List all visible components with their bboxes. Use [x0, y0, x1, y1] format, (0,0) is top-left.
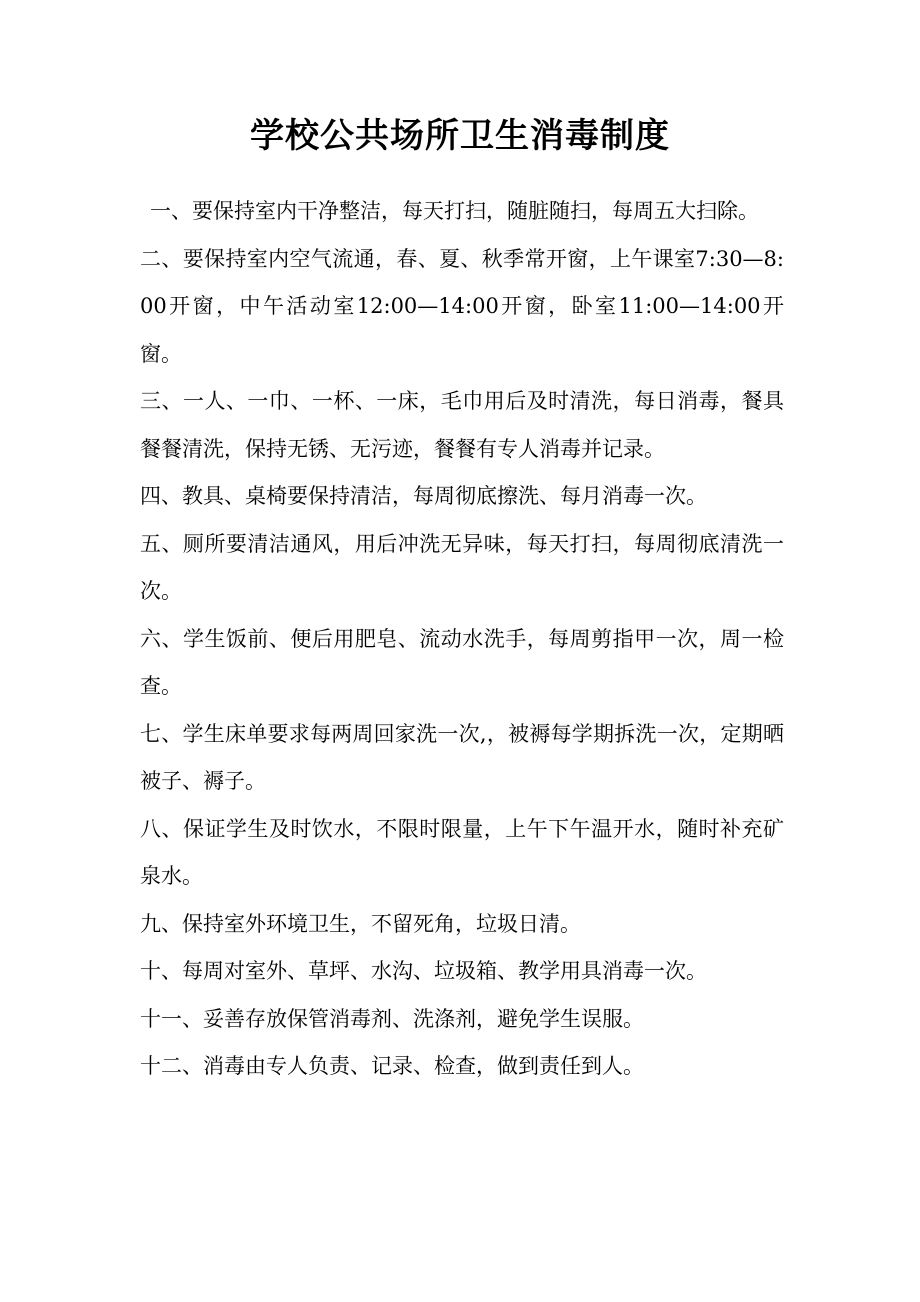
- rule-item-11: 十一、妥善存放保管消毒剂、洗涤剂，避免学生误服。: [140, 1006, 644, 1031]
- rule-item-10: 十、每周对室外、草坪、水沟、垃圾箱、教学用具消毒一次。: [140, 959, 707, 983]
- rule-item-1: 一、要保持室内干净整洁，每天打扫，随脏随扫，每周五大扫除。: [150, 199, 759, 223]
- rule-item-12: 十二、消毒由专人负责、记录、检查，做到责任到人。: [140, 1054, 644, 1078]
- rule-item-2: 二、要保持室内空气流通，春、夏、秋季常开窗，上午课室7:30—8:00开窗，中午活动室12:00—14:00开窗，卧室11:00—14:00开窗。: [140, 246, 784, 366]
- rule-item-7: 七、学生床单要求每两周回家洗一次,，被褥每学期拆洗一次，定期晒被子、褥子。: [140, 721, 784, 793]
- document-title: 学校公共场所卫生消毒制度: [250, 116, 670, 156]
- rule-item-3: 三、一人、一巾、一杯、一床，毛巾用后及时清洗，每日消毒，餐具餐餐清洗，保持无锈、无污迹，餐餐有专人消毒并记录。: [140, 389, 784, 461]
- rule-item-9: 九、保持室外环境卫生，不留死角，垃圾日清。: [140, 911, 581, 936]
- rule-item-8: 八、保证学生及时饮水，不限时限量，上午下午温开水，随时补充矿泉水。: [140, 816, 784, 888]
- rule-item-5: 五、厕所要清洁通风，用后冲洗无异味，每天打扫，每周彻底清洗一次。: [140, 531, 784, 603]
- rule-item-6: 六、学生饭前、便后用肥皂、流动水洗手，每周剪指甲一次，周一检查。: [140, 626, 784, 698]
- rule-item-4: 四、教具、桌椅要保持清洁，每周彻底擦洗、每月消毒一次。: [140, 484, 707, 508]
- document-body: [140, 188, 784, 1091]
